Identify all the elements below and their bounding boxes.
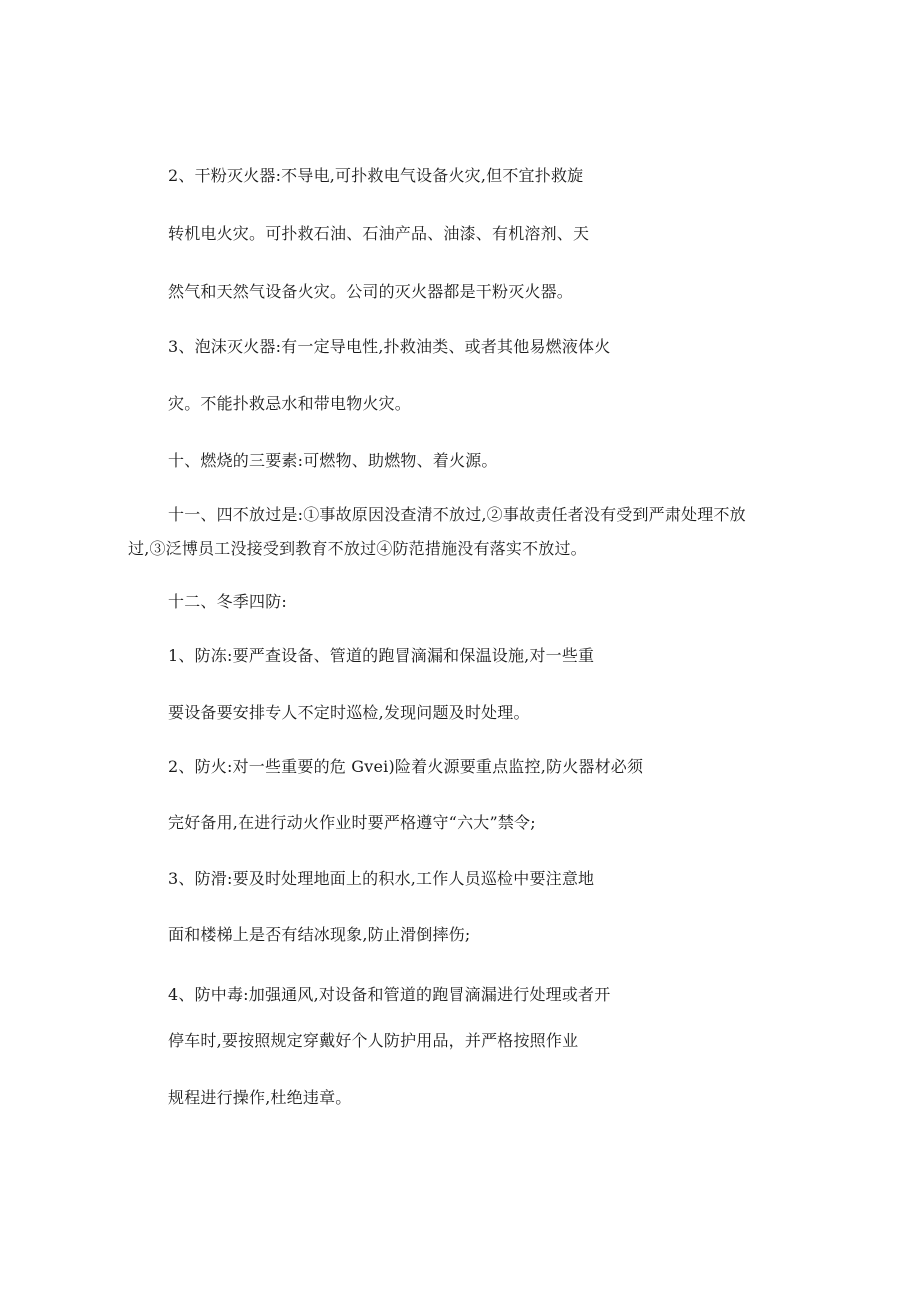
paragraph-dry-powder-extinguisher-line-3: 然气和天然气设备火灾。公司的灭火器都是干粉灭火器。: [168, 282, 574, 301]
paragraph-fire-prevention-line-2: 完好备用,在进行动火作业时要严格遵守“六大”禁令;: [168, 813, 536, 832]
paragraph-four-no-release-line-2: 过,③泛博员工没接受到教育不放过④防范措施没有落实不放过。: [128, 539, 587, 558]
paragraph-dry-powder-extinguisher-line-2: 转机电火灾。可扑救石油、石油产品、油漆、有机溶剂、天: [168, 224, 590, 243]
paragraph-dry-powder-extinguisher-line-1: 2、干粉灭火器:不导电,可扑救电气设备火灾,但不宜扑救旋: [168, 166, 584, 185]
paragraph-antifreeze-line-1: 1、防冻:要严查设备、管道的跑冒滴漏和保温设施,对一些重: [168, 646, 595, 665]
section-heading-winter-four-prevention: 十二、冬季四防:: [168, 592, 287, 611]
paragraph-anti-poisoning-line-1: 4、防中毒:加强通风,对设备和管道的跑冒滴漏进行处理或者开: [168, 985, 611, 1004]
paragraph-anti-slip-line-2: 面和楼梯上是否有结冰现象,防止滑倒摔伤;: [168, 925, 471, 944]
paragraph-foam-extinguisher-line-1: 3、泡沫灭火器:有一定导电性,扑救油类、或者其他易燃液体火: [168, 337, 611, 356]
paragraph-fire-prevention-line-1: 2、防火:对一些重要的危 Gvei)险着火源要重点监控,防火器材必须: [168, 757, 644, 776]
paragraph-combustion-elements: 十、燃烧的三要素:可燃物、助燃物、着火源。: [168, 451, 498, 470]
paragraph-foam-extinguisher-line-2: 灾。不能扑救忌水和带电物火灾。: [168, 394, 412, 413]
paragraph-anti-poisoning-line-2: 停车时,要按照规定穿戴好个人防护用品，并严格按照作业: [168, 1031, 579, 1050]
paragraph-anti-slip-line-1: 3、防滑:要及时处理地面上的积水,工作人员巡检中要注意地: [168, 869, 595, 888]
paragraph-antifreeze-line-2: 要设备要安排专人不定时巡检,发现问题及时处理。: [168, 703, 530, 722]
paragraph-four-no-release-line-1: 十一、四不放过是:①事故原因没查清不放过,②事故责任者没有受到严肃处理不放: [168, 505, 746, 524]
paragraph-anti-poisoning-line-3: 规程进行操作,杜绝违章。: [168, 1088, 352, 1107]
